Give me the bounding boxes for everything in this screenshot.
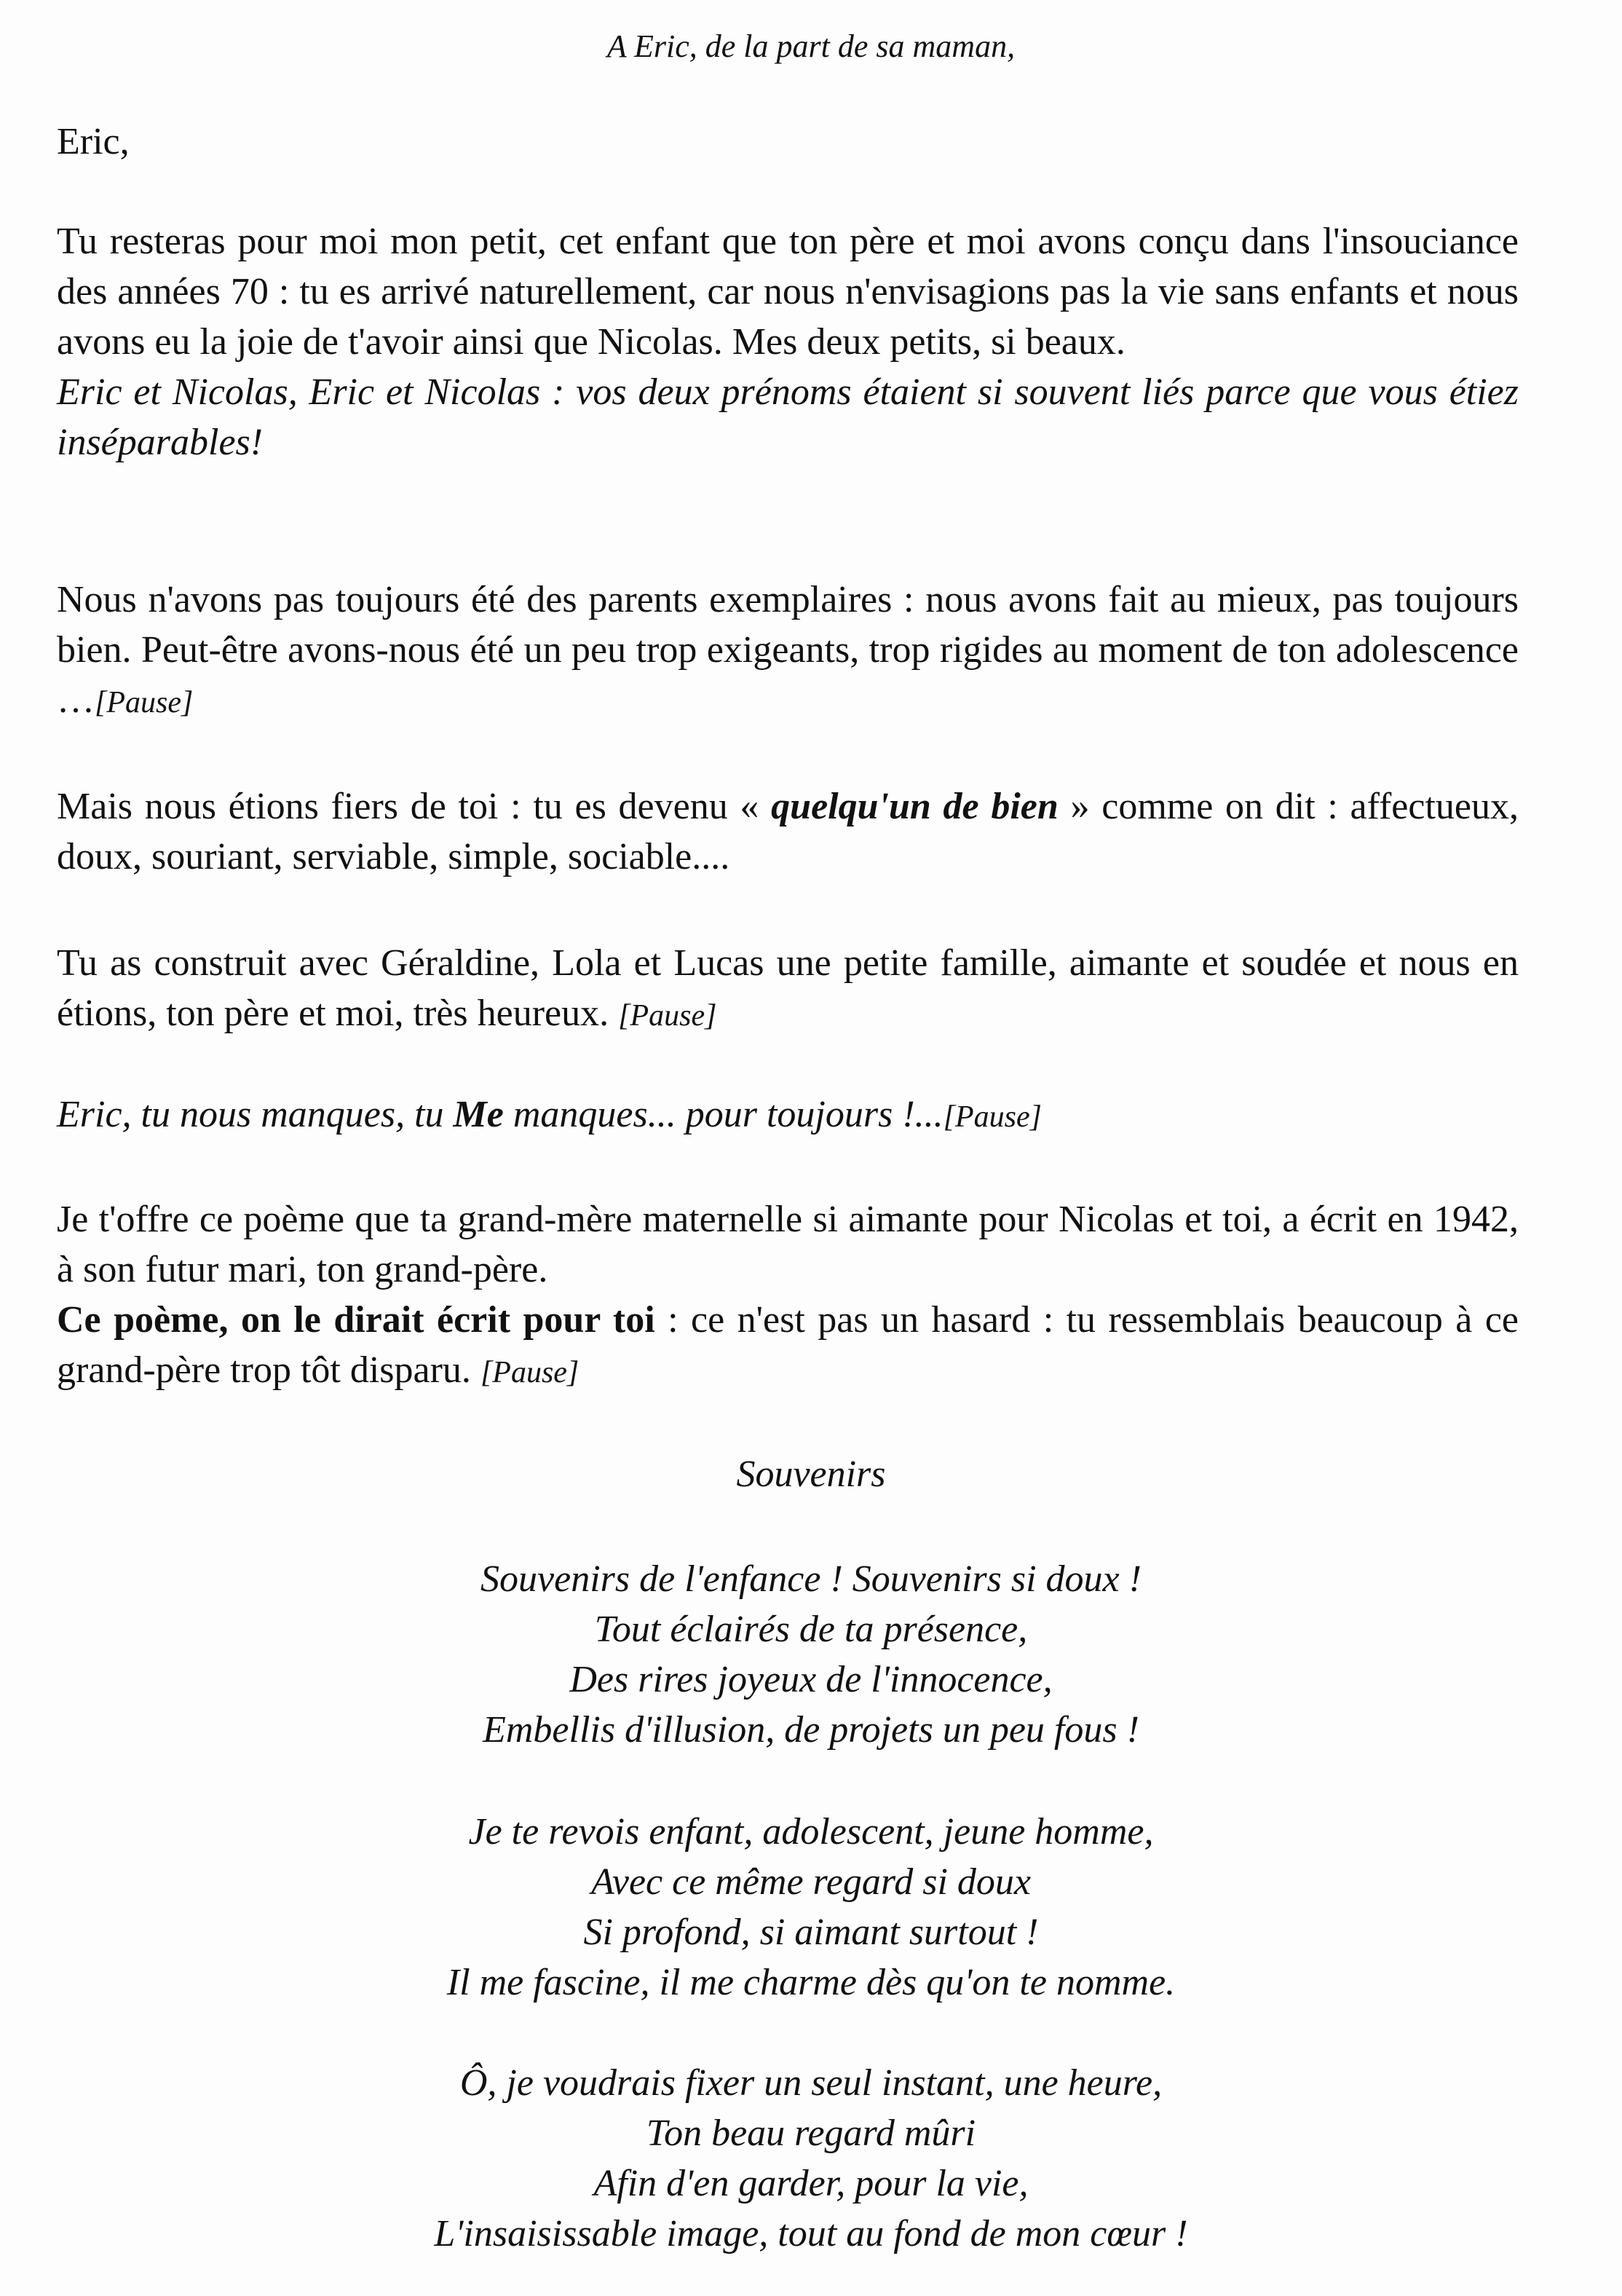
poem-line: L'insaisissable image, tout au fond de mon cœur ! — [434, 2213, 1188, 2254]
paragraph-italic-note: Eric et Nicolas, Eric et Nicolas : vos deux prénoms étaient si souvent liés parce que vous étiez inséparables! — [57, 371, 1519, 463]
paragraph-text: Tu as construit avec Géraldine, Lola et Lucas une petite famille, aimante et soudée et nous en étions, ton père et moi, très heureux. — [57, 942, 1519, 1034]
poem-line: Des rires joyeux de l'innocence, — [569, 1659, 1053, 1700]
paragraph-family — [57, 938, 1519, 1041]
paragraph-text: Eric, tu nous manques, tu — [57, 1094, 454, 1135]
poem-stanza-3 — [0, 2058, 1622, 2259]
paragraph-childhood — [57, 216, 1519, 468]
paragraph-text: : ce n'est pas un hasard : tu ressemblais beaucoup à ce grand-père trop tôt disparu. — [57, 1299, 1519, 1391]
poem-line: Afin d'en garder, pour la vie, — [593, 2163, 1029, 2204]
paragraph-missing — [57, 1089, 1519, 1143]
paragraph-text: Mais nous étions fiers de toi : tu es devenu « — [57, 786, 772, 827]
paragraph-parents — [57, 575, 1519, 728]
paragraph-pride — [57, 781, 1519, 882]
poem-stanza-2 — [0, 1807, 1622, 2008]
paragraph-text: Je t'offre ce poème que ta grand-mère maternelle si aimante pour Nicolas et toi, a écrit en 1942, à son futur mari, ton grand-père. — [57, 1199, 1519, 1290]
pause-marker: [Pause] — [480, 1356, 579, 1389]
paragraph-text: » comme on dit : affectueux, doux, souriant, serviable, simple, sociable.... — [57, 786, 1519, 877]
paragraph-text: Tu resteras pour moi mon petit, cet enfant que ton père et moi avons conçu dans l'insouciance des années 70 : tu es arrivé naturellement, car nous n'envisagions pas la vie sans enfants et nous avons eu la joie de t'avoir ainsi que Nicolas. Mes deux petits, si beaux. — [57, 221, 1519, 363]
poem-line: Ô, je voudrais fixer un seul instant, une heure, — [459, 2062, 1163, 2104]
poem-line: Si profond, si aimant surtout ! — [583, 1912, 1039, 1953]
poem-line: Tout éclairés de ta présence, — [594, 1609, 1028, 1650]
emphasis-text: Me — [453, 1094, 504, 1135]
pause-marker: [Pause] — [618, 999, 717, 1033]
emphasis-text: quelqu'un de bien — [771, 786, 1059, 827]
paragraph-text: manques... pour toujours !... — [503, 1094, 943, 1135]
poem-stanza-1 — [0, 1554, 1622, 1755]
pause-marker: [Pause] — [943, 1100, 1042, 1134]
poem-title: Souvenirs — [736, 1453, 886, 1495]
greeting: Eric, — [57, 121, 130, 162]
paragraph-text: Nous n'avons pas toujours été des parents exemplaires : nous avons fait au mieux, pas toujours bien. Peut-être avons-nous été un peu trop exigeants, trop rigides au moment de ton adolescence … — [57, 579, 1519, 721]
paragraph-poem-intro — [57, 1194, 1519, 1398]
poem-line: Il me fascine, il me charme dès qu'on te nomme. — [446, 1962, 1176, 2003]
poem-line: Ton beau regard mûri — [646, 2112, 976, 2154]
poem-line: Embellis d'illusion, de projets un peu fous ! — [483, 1709, 1139, 1751]
poem-line: Souvenirs de l'enfance ! Souvenirs si doux ! — [480, 1558, 1142, 1600]
dedication-line: A Eric, de la part de sa maman, — [606, 28, 1016, 64]
poem-line: Je te revois enfant, adolescent, jeune homme, — [468, 1811, 1154, 1853]
pause-marker: [Pause] — [95, 686, 194, 719]
emphasis-text: Ce poème, on le dirait écrit pour toi — [57, 1299, 655, 1341]
poem-line: Avec ce même regard si doux — [590, 1861, 1032, 1903]
